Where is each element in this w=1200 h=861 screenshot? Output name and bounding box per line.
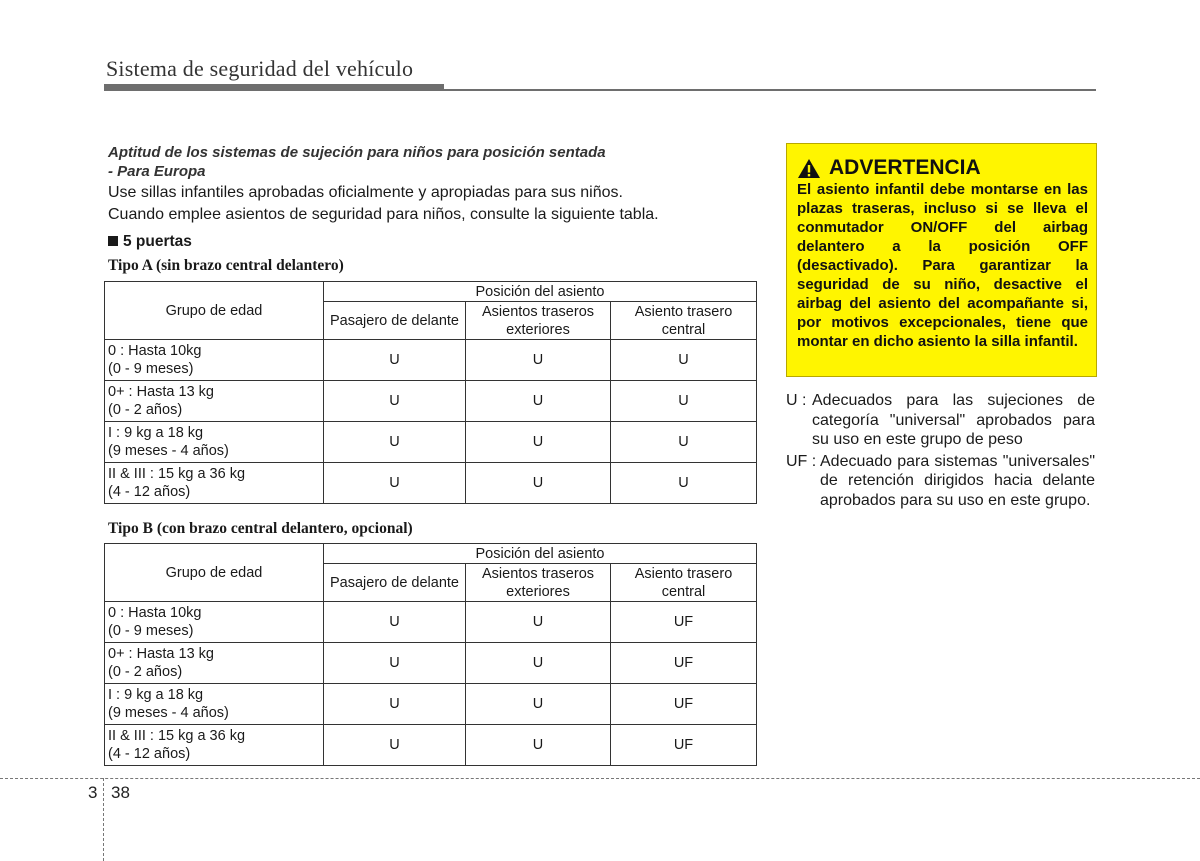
table-b-col-group: Grupo de edad xyxy=(105,544,324,602)
age-group-cell xyxy=(105,381,324,422)
footer-vertical-dashed-rule xyxy=(103,778,104,861)
age-group-range: 0+ : Hasta 13 kg xyxy=(108,384,214,400)
table-b-col-rear-center: Asiento trasero central xyxy=(611,564,757,602)
age-group-cell xyxy=(105,643,324,684)
table-row xyxy=(105,381,757,422)
rear-center-value: U xyxy=(611,422,757,463)
intro-text-line2: Cuando emplee asientos de seguridad para niños, consulte la siguiente tabla. xyxy=(108,206,659,223)
age-group-age: (0 - 9 meses) xyxy=(108,623,194,639)
warning-title xyxy=(797,156,981,180)
front-value: U xyxy=(324,463,466,504)
rear-center-value: UF xyxy=(611,643,757,684)
table-b-col-rear-outer: Asientos traseros exteriores xyxy=(466,564,611,602)
table-a-col-front: Pasajero de delante xyxy=(324,302,466,340)
rear-center-value: UF xyxy=(611,684,757,725)
table-row xyxy=(105,463,757,504)
front-value: U xyxy=(324,422,466,463)
chapter-number: 3 xyxy=(88,783,98,802)
warning-text: El asiento infantil debe montarse en las plazas traseras, incluso si se lleva el conmutador ON/OFF del airbag delantero a la posición OFF (desactivado). Para garantizar la seguridad de su niño, desactive el airbag del asiento del acompañante si, por motivos excepcionales, tiene que montar en dicho asiento la silla infantil. xyxy=(797,181,1088,350)
table-row xyxy=(105,684,757,725)
table-b-caption: Tipo B (con brazo central delantero, opcional) xyxy=(108,520,413,537)
table-b xyxy=(104,543,757,766)
footer-dashed-rule xyxy=(0,778,1200,779)
section-heading-label: 5 puertas xyxy=(123,233,192,250)
intro-text-line1: Use sillas infantiles aprobadas oficialmente y apropiadas para sus niños. xyxy=(108,184,623,201)
front-value: U xyxy=(324,381,466,422)
rear-outer-value: U xyxy=(466,422,611,463)
legend-desc: Adecuados para las sujeciones de categoría "universal" aprobados para su uso en este grupo de peso xyxy=(812,392,1095,448)
intro-heading-line1: Aptitud de los sistemas de sujeción para niños para posición sentada xyxy=(108,144,606,161)
legend-item xyxy=(786,452,1095,511)
front-value: U xyxy=(324,340,466,381)
age-group-age: (0 - 2 años) xyxy=(108,402,183,418)
age-group-cell xyxy=(105,422,324,463)
warning-box xyxy=(786,143,1097,377)
rear-center-value: UF xyxy=(611,725,757,766)
front-value: U xyxy=(324,643,466,684)
table-a-col-rear-center: Asiento trasero central xyxy=(611,302,757,340)
rear-center-value: U xyxy=(611,463,757,504)
rear-outer-value: U xyxy=(466,602,611,643)
age-group-cell xyxy=(105,602,324,643)
square-bullet-icon xyxy=(108,236,118,246)
header-rule-thin xyxy=(444,89,1096,91)
page-header-title: Sistema de seguridad del vehículo xyxy=(106,56,414,81)
front-value: U xyxy=(324,684,466,725)
age-group-age: (9 meses - 4 años) xyxy=(108,443,229,459)
age-group-range: 0 : Hasta 10kg xyxy=(108,605,202,621)
table-a xyxy=(104,281,757,504)
age-group-age: (0 - 2 años) xyxy=(108,664,183,680)
rear-outer-value: U xyxy=(466,684,611,725)
age-group-range: II & III : 15 kg a 36 kg xyxy=(108,466,246,482)
age-group-cell xyxy=(105,463,324,504)
age-group-age: (9 meses - 4 años) xyxy=(108,705,229,721)
rear-center-value: U xyxy=(611,340,757,381)
table-a-col-position: Posición del asiento xyxy=(324,282,757,302)
rear-center-value: U xyxy=(611,381,757,422)
rear-center-value: UF xyxy=(611,602,757,643)
legend-key: UF : xyxy=(786,452,817,470)
warning-triangle-icon xyxy=(797,158,821,179)
header-rule-thick xyxy=(104,84,444,91)
table-b-col-front: Pasajero de delante xyxy=(324,564,466,602)
age-group-age: (4 - 12 años) xyxy=(108,484,191,500)
age-group-cell xyxy=(105,340,324,381)
table-row xyxy=(105,340,757,381)
table-a-caption: Tipo A (sin brazo central delantero) xyxy=(108,257,344,274)
rear-outer-value: U xyxy=(466,463,611,504)
table-a-col-group: Grupo de edad xyxy=(105,282,324,340)
front-value: U xyxy=(324,725,466,766)
age-group-age: (0 - 9 meses) xyxy=(108,361,194,377)
rear-outer-value: U xyxy=(466,725,611,766)
rear-outer-value: U xyxy=(466,340,611,381)
rear-outer-value: U xyxy=(466,643,611,684)
legend-key: U : xyxy=(786,392,807,409)
front-value: U xyxy=(324,602,466,643)
age-group-cell xyxy=(105,684,324,725)
table-a-col-rear-outer: Asientos traseros exteriores xyxy=(466,302,611,340)
table-row xyxy=(105,643,757,684)
table-row xyxy=(105,602,757,643)
section-heading xyxy=(108,233,192,251)
age-group-range: 0 : Hasta 10kg xyxy=(108,343,202,359)
legend-item xyxy=(786,391,1095,450)
warning-title-label: ADVERTENCIA xyxy=(829,156,981,179)
table-row xyxy=(105,725,757,766)
table-b-col-position: Posición del asiento xyxy=(324,544,757,564)
page-number: 38 xyxy=(111,783,130,802)
age-group-cell xyxy=(105,725,324,766)
age-group-range: 0+ : Hasta 13 kg xyxy=(108,646,214,662)
intro-block xyxy=(108,143,748,225)
intro-heading-line2: - Para Europa xyxy=(108,163,206,180)
table-row xyxy=(105,422,757,463)
age-group-age: (4 - 12 años) xyxy=(108,746,191,762)
age-group-range: II & III : 15 kg a 36 kg xyxy=(108,728,246,744)
rear-outer-value: U xyxy=(466,381,611,422)
legend xyxy=(786,391,1095,512)
age-group-range: I : 9 kg a 18 kg xyxy=(108,425,204,441)
age-group-range: I : 9 kg a 18 kg xyxy=(108,687,204,703)
legend-desc: Adecuado para sistemas "universales" de retención dirigidos hacia delante aprobados para su uso en este grupo. xyxy=(820,452,1095,509)
